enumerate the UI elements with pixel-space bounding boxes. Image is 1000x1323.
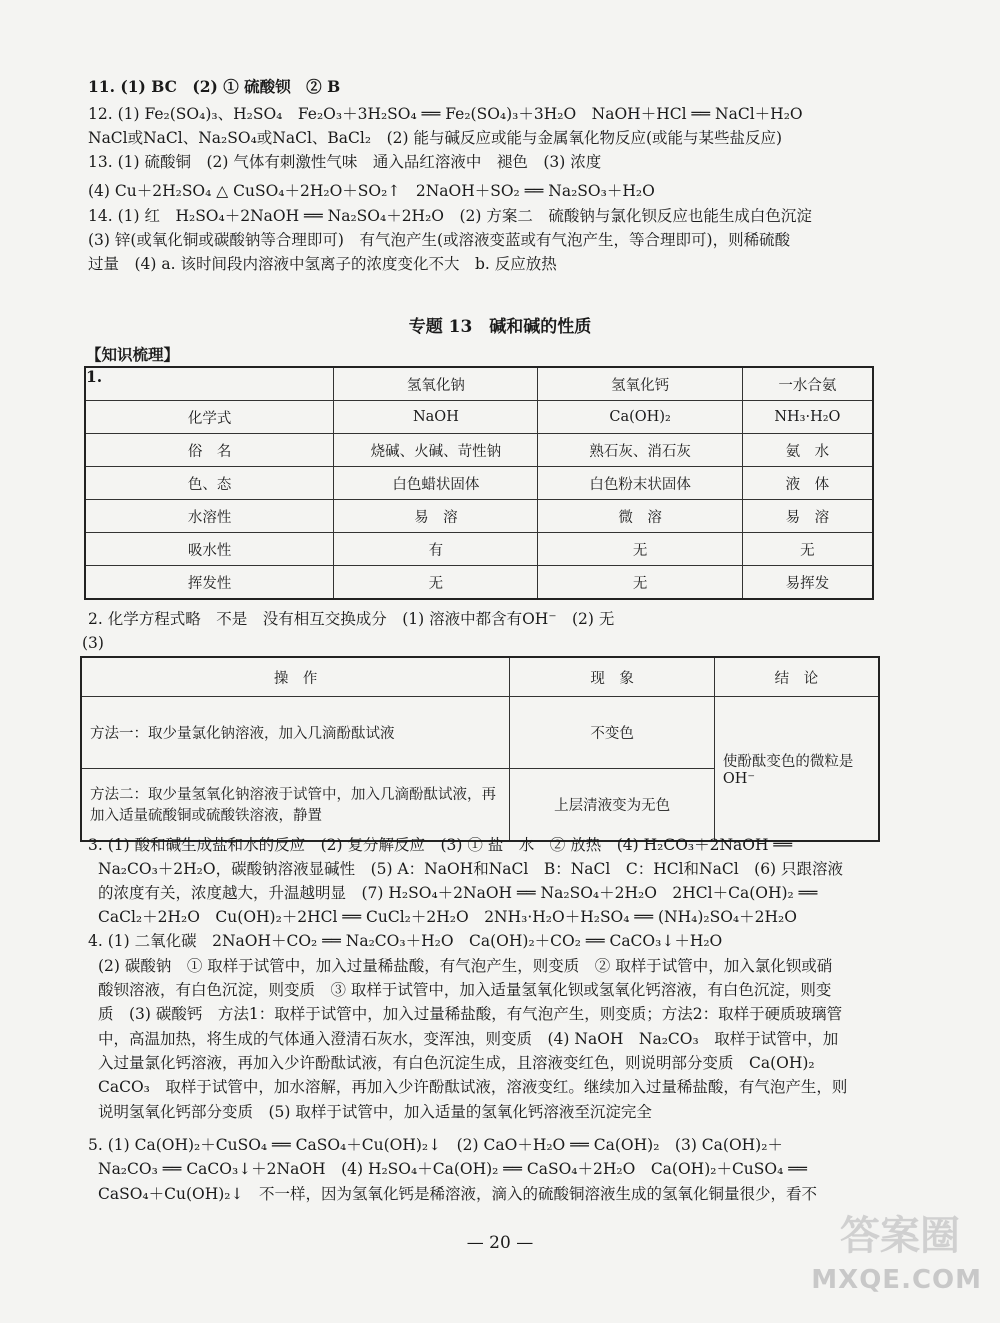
answer-line: CaCO₃ 取样于试管中，加水溶解，再加入少许酚酞试液，溶液变红。继续加入过量稀盐酸，有气泡产生，则 — [98, 1078, 848, 1096]
table-row — [85, 533, 873, 566]
answer-13-line1: 13. (1) 硫酸铜 (2) 气体有刺激性气味 通入品红溶液中 褪色 (3) 浓度 — [88, 153, 602, 171]
method-1-phenomenon: 不变色 — [510, 697, 715, 769]
answer-line: 中，高温加热，将生成的气体通入澄清石灰水，变浑浊，则变质 (4) NaOH Na₂CO₃ 取样于试管中，加 — [98, 1030, 839, 1048]
conclusion-cell: 使酚酞变色的微粒是OH⁻ — [714, 697, 879, 841]
table-row — [85, 566, 873, 600]
answer-line: Na₂CO₃ ══ CaCO₃↓＋2NaOH (4) H₂SO₄＋Ca(OH)₂ ══ CaSO₄＋2H₂O Ca(OH)₂＋CuSO₄ ══ — [98, 1160, 807, 1178]
header-operation: 操 作 — [81, 657, 510, 697]
answer-14-line1: 14. (1) 红 H₂SO₄＋2NaOH ══ Na₂SO₄＋2H₂O (2) 方案二 硫酸钠与氯化钡反应也能生成白色沉淀 — [88, 207, 812, 225]
answer-line: 5. (1) Ca(OH)₂＋CuSO₄ ══ CaSO₄＋Cu(OH)₂↓ (2) CaO＋H₂O ══ Ca(OH)₂ (3) Ca(OH)₂＋ — [88, 1136, 783, 1154]
table1-cell: NaOH — [334, 401, 538, 434]
experiment-table — [80, 656, 880, 842]
table1-header-cell: 氢氧化钠 — [334, 367, 538, 401]
table1-cell: 烧碱、火碱、苛性钠 — [334, 434, 538, 467]
table1-cell: 色、态 — [85, 467, 334, 500]
answer-line: 酸钡溶液，有白色沉淀，则变质 ③ 取样于试管中，加入适量氢氧化钡或氢氧化钙溶液，有白色沉淀，则变 — [98, 981, 832, 999]
watermark-logo: 答案圈 — [840, 1213, 960, 1259]
table1-header-cell: 氢氧化钙 — [538, 367, 742, 401]
table1-cell: 微 溶 — [538, 500, 742, 533]
watermark-url: MXQE.COM — [811, 1265, 982, 1295]
table1-cell: 无 — [742, 533, 873, 566]
answer-2-sub: (3) — [82, 634, 104, 652]
answer-14-line3: 过量 (4) a. 该时间段内溶液中氢离子的浓度变化不大 b. 反应放热 — [88, 255, 557, 273]
page-number: — 20 — — [466, 1233, 534, 1253]
method-2-operation: 方法二：取少量氢氧化钠溶液于试管中，加入几滴酚酞试液，再加入适量硫酸铜或硫酸铁溶液，静置 — [81, 769, 510, 841]
table1-cell: 白色粉末状固体 — [538, 467, 742, 500]
method-2-phenomenon: 上层清液变为无色 — [510, 769, 715, 841]
answer-12-line1: 12. (1) Fe₂(SO₄)₃、H₂SO₄ Fe₂O₃＋3H₂SO₄ ══ Fe₂(SO₄)₃＋3H₂O NaOH＋HCl ══ NaCl＋H₂O — [88, 105, 803, 123]
method-1-operation: 方法一：取少量氯化钠溶液，加入几滴酚酞试液 — [81, 697, 510, 769]
header-phenomenon: 现 象 — [510, 657, 715, 697]
table1-cell: 熟石灰、消石灰 — [538, 434, 742, 467]
table1-header-cell: 一水合氨 — [742, 367, 873, 401]
answer-11: 11. (1) BC (2) ① 硫酸钡 ② B — [88, 77, 341, 96]
item1-label: 1. — [86, 367, 103, 386]
header-conclusion: 结 论 — [714, 657, 879, 697]
table1-cell: Ca(OH)₂ — [538, 401, 742, 434]
table1-cell: 无 — [334, 566, 538, 600]
table1-cell: 化学式 — [85, 401, 334, 434]
table1-cell: 氨 水 — [742, 434, 873, 467]
answer-line: 说明氢氧化钙部分变质 (5) 取样于试管中，加入适量的氢氧化钙溶液至沉淀完全 — [98, 1103, 652, 1121]
table1-cell: 液 体 — [742, 467, 873, 500]
table1-cell: NH₃·H₂O — [742, 401, 873, 434]
answer-14-line2: (3) 锌(或氧化铜或碳酸钠等合理即可) 有气泡产生(或溶液变蓝或有气泡产生，等合理即可)，则稀硫酸 — [88, 231, 791, 249]
section-title: 专题 13 碱和碱的性质 — [408, 317, 592, 337]
answer-2: 2. 化学方程式略 不是 没有相互交换成分 (1) 溶液中都含有OH⁻ (2) 无 — [88, 610, 615, 628]
table-row — [85, 401, 873, 434]
table-row — [85, 467, 873, 500]
table1-cell: 有 — [334, 533, 538, 566]
answer-line: 质 (3) 碳酸钙 方法1：取样于试管中，加入过量稀盐酸，有气泡产生，则变质；方法2：取样于硬质玻璃管 — [98, 1005, 843, 1023]
table-row — [85, 500, 873, 533]
answer-line: CaSO₄＋Cu(OH)₂↓ 不一样，因为氢氧化钙是稀溶液，滴入的硫酸铜溶液生成的氢氧化铜量很少，看不 — [98, 1185, 818, 1203]
table1-cell: 易 溶 — [334, 500, 538, 533]
table1-cell: 易挥发 — [742, 566, 873, 600]
answer-line: 4. (1) 二氧化碳 2NaOH＋CO₂ ══ Na₂CO₃＋H₂O Ca(OH)₂＋CO₂ ══ CaCO₃↓＋H₂O — [88, 932, 723, 950]
table1-header-cell — [85, 367, 334, 401]
table-row — [85, 434, 873, 467]
answer-line: 入过量氯化钙溶液，再加入少许酚酞试液，有白色沉淀生成，且溶液变红色，则说明部分变质 Ca(OH)₂ — [98, 1054, 815, 1072]
knowledge-label: 【知识梳理】 — [86, 345, 180, 364]
answer-13-line2: (4) Cu＋2H₂SO₄ △ CuSO₄＋2H₂O＋SO₂↑ 2NaOH＋SO₂ ══ Na₂SO₃＋H₂O — [88, 182, 655, 200]
answer-line: (2) 碳酸钠 ① 取样于试管中，加入过量稀盐酸，有气泡产生，则变质 ② 取样于试管中，加入氯化钡或硝 — [98, 957, 833, 975]
table1-cell: 无 — [538, 566, 742, 600]
base-properties-table — [84, 366, 874, 600]
answer-line: CaCl₂＋2H₂O Cu(OH)₂＋2HCl ══ CuCl₂＋2H₂O 2NH₃·H₂O＋H₂SO₄ ══ (NH₄)₂SO₄＋2H₂O — [98, 908, 797, 926]
answer-12-line2: NaCl或NaCl、Na₂SO₄或NaCl、BaCl₂ (2) 能与碱反应或能与金属氧化物反应(或能与某些盐反应) — [88, 129, 783, 147]
table1-cell: 白色蜡状固体 — [334, 467, 538, 500]
table1-cell: 水溶性 — [85, 500, 334, 533]
answer-line: Na₂CO₃＋2H₂O，碳酸钠溶液显碱性 (5) A：NaOH和NaCl B：NaCl C：HCl和NaCl (6) 只跟溶液 — [98, 860, 844, 878]
table1-cell: 易 溶 — [742, 500, 873, 533]
answer-line: 的浓度有关，浓度越大，升温越明显 (7) H₂SO₄＋2NaOH ══ Na₂SO₄＋2H₂O 2HCl＋Ca(OH)₂ ══ — [98, 884, 818, 902]
table1-cell: 无 — [538, 533, 742, 566]
answer-line: 3. (1) 酸和碱生成盐和水的反应 (2) 复分解反应 (3) ① 盐 水 ② 放热 (4) H₂CO₃＋2NaOH ══ — [88, 836, 793, 854]
table1-cell: 俗 名 — [85, 434, 334, 467]
table1-cell: 挥发性 — [85, 566, 334, 600]
table1-cell: 吸水性 — [85, 533, 334, 566]
